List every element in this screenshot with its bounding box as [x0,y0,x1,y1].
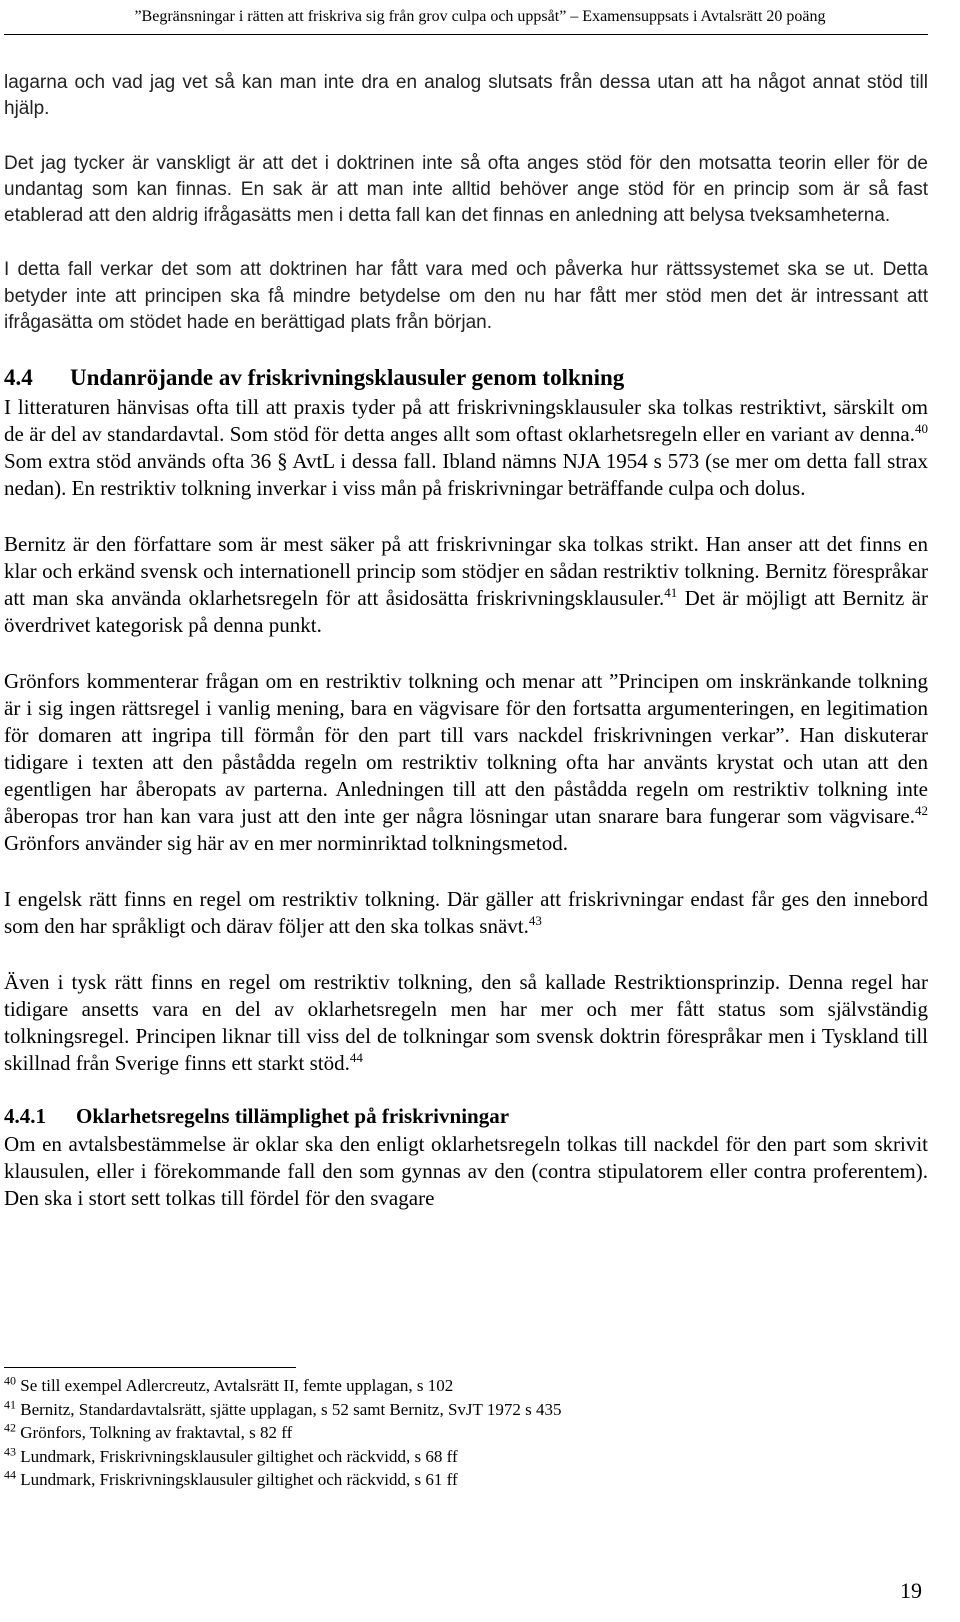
paragraph-4-4-1 [4,394,928,502]
footnote-number: 40 [4,1373,16,1388]
footnote-ref-43[interactable]: 43 [528,913,542,929]
paragraph-4-4-3 [4,668,928,857]
subsection-title: Oklarhetsregelns tillämplighet på friskrivningar [76,1104,510,1129]
text-run: Grönfors använder sig här av en mer norminriktad tolkningsmetod. [4,831,568,856]
paragraph-4-4-1-1: Om en avtalsbestämmelse är oklar ska den enligt oklarhetsregeln tolkas till nackdel för den part som skrivit klausulen, eller i förekommande fall den som gynnas av den (contra stipulatorem eller contra proferentem). Den ska i stort sett tolkas till fördel för den svagare [4,1132,928,1211]
header-divider [4,34,928,35]
footnote-number: 41 [4,1396,16,1411]
footnote-text: Lundmark, Friskrivningsklausuler giltighet och räckvidd, s 68 ff [20,1446,458,1466]
footnote-number: 43 [4,1443,16,1458]
text-run: Som extra stöd används ofta 36 § AvtL i dessa fall. Ibland nämns NJA 1954 s 573 (se mer om detta fall strax nedan). En restriktiv tolkning inverkar i viss mån på friskrivningar beträffande culpa och dolus. [4,449,928,501]
footnote-ref-44[interactable]: 44 [349,1050,363,1066]
footnote-text: Bernitz, Standardavtalsrätt, sjätte upplagan, s 52 samt Bernitz, SvJT 1972 s 435 [20,1399,562,1419]
section-number: 4.4 [4,365,33,391]
footnote-text: Se till exempel Adlercreutz, Avtalsrätt II, femte upplagan, s 102 [20,1376,454,1395]
paragraph-intro-1: lagarna och vad jag vet så kan man inte dra en analog slutsats från dessa utan att ha något annat stöd till hjälp. [4,72,928,120]
paragraph-intro-2: Det jag tycker är vanskligt är att det i doktrinen inte så ofta anges stöd för den motsatta teorin eller för de undantag som kan finnas. En sak är att man inte alltid behöver ange stöd för en princip som är så fast etablerad att den aldrig ifrågasätts men i detta fall kan det finnas en anledning att belysa tveksamheterna. [4,152,928,227]
text-run: I litteraturen hänvisas ofta till att praxis tyder på att friskrivningsklausuler ska tolkas restriktivt, särskilt om de är del av standardavtal. Som stöd för detta anges allt som oftast oklarhetsregeln eller en variant av denna. [4,395,928,447]
footnote-text: Lundmark, Friskrivningsklausuler giltighet och räckvidd, s 61 ff [20,1470,458,1489]
footnote-ref-42[interactable]: 42 [915,803,928,819]
text-run: Grönfors kommenterar frågan om en restriktiv tolkning och menar att ”Principen om inskränkande tolkning är i sig ingen rättsregel i vanlig mening, bara en vägvisare för den fortsatta argumenteringen, en legitimation för domaren att ingripa till förmån för den part till vars nackdel friskrivningen verkar”. Han diskuterar tidigare i texten att den påstådda regeln om restriktiv tolkning ofta har använts krystat och utan att den egentligen har åberopats av parterna. Anledningen till att den påstådda regeln om restriktiv tolkning inte åberopas tror han kan vara just att den inte ger några lösningar utan snarare bara fungerar som vägvisare. [4,669,928,829]
footnote-40 [4,1374,928,1398]
footnote-ref-40[interactable]: 40 [915,421,928,437]
text-run: Det är möjligt att Bernitz är överdrivet kategorisk på denna punkt. [4,586,928,638]
footnotes [4,1374,928,1492]
page-body [4,70,928,1212]
paragraph-intro-3: I detta fall verkar det som att doktrinen har fått vara med och påverka hur rättssystemet ska se ut. Detta betyder inte att principen ska få mindre betydelse om den nu har fått mer stöd men det är intressant att ifrågasätta om stödet hade en berättigad plats från början. [4,259,928,334]
running-header: ”Begränsningar i rätten att friskriva sig från grov culpa och uppsåt” – Examensuppsats i Avtalsrätt 20 poäng [134,8,826,25]
text-run: I engelsk rätt finns en regel om restriktiv tolkning. Där gäller att friskrivningar endast får ges den innebord som den har språkligt och därav följer att den ska tolkas snävt. [4,887,928,939]
paragraph-4-4-4 [4,886,928,940]
footnote-41 [4,1398,928,1422]
section-heading-4-4-1 [4,1101,928,1131]
text-run: Bernitz är den författare som är mest säker på att friskrivningar ska tolkas strikt. Han anser att det finns en klar och erkänd svensk och internationell princip som stödjer en sådan restriktiv tolkning. Bernitz förespråkar att man ska använda oklarhetsregeln för att åsidosätta friskrivningsklausuler. [4,532,928,611]
footnote-number: 44 [4,1467,16,1482]
footnote-43 [4,1445,928,1469]
subsection-number: 4.4.1 [4,1104,46,1129]
paragraph-4-4-5 [4,969,928,1077]
section-heading-4-4 [4,362,928,394]
page-number: 19 [900,1578,922,1603]
text-run: Även i tysk rätt finns en regel om restriktiv tolkning, den så kallade Restriktionsprinzip. Denna regel har tidigare ansetts vara en del av oklarhetsregeln men har mer och mer fått status som självständig tolkningsregel. Principen liknar till viss del de tolkningar som svensk doktrin förespråkar men i Tyskland till skillnad från Sverige finns ett starkt stöd. [4,970,928,1076]
footnote-text: Grönfors, Tolkning av fraktavtal, s 82 ff [20,1423,293,1442]
footnote-number: 42 [4,1420,16,1435]
paragraph-4-4-2 [4,531,928,639]
footnote-44 [4,1468,928,1492]
footnote-divider [4,1367,296,1368]
section-title: Undanröjande av friskrivningsklausuler genom tolkning [70,365,625,391]
footnote-42 [4,1421,928,1445]
footnote-ref-41[interactable]: 41 [664,585,678,601]
